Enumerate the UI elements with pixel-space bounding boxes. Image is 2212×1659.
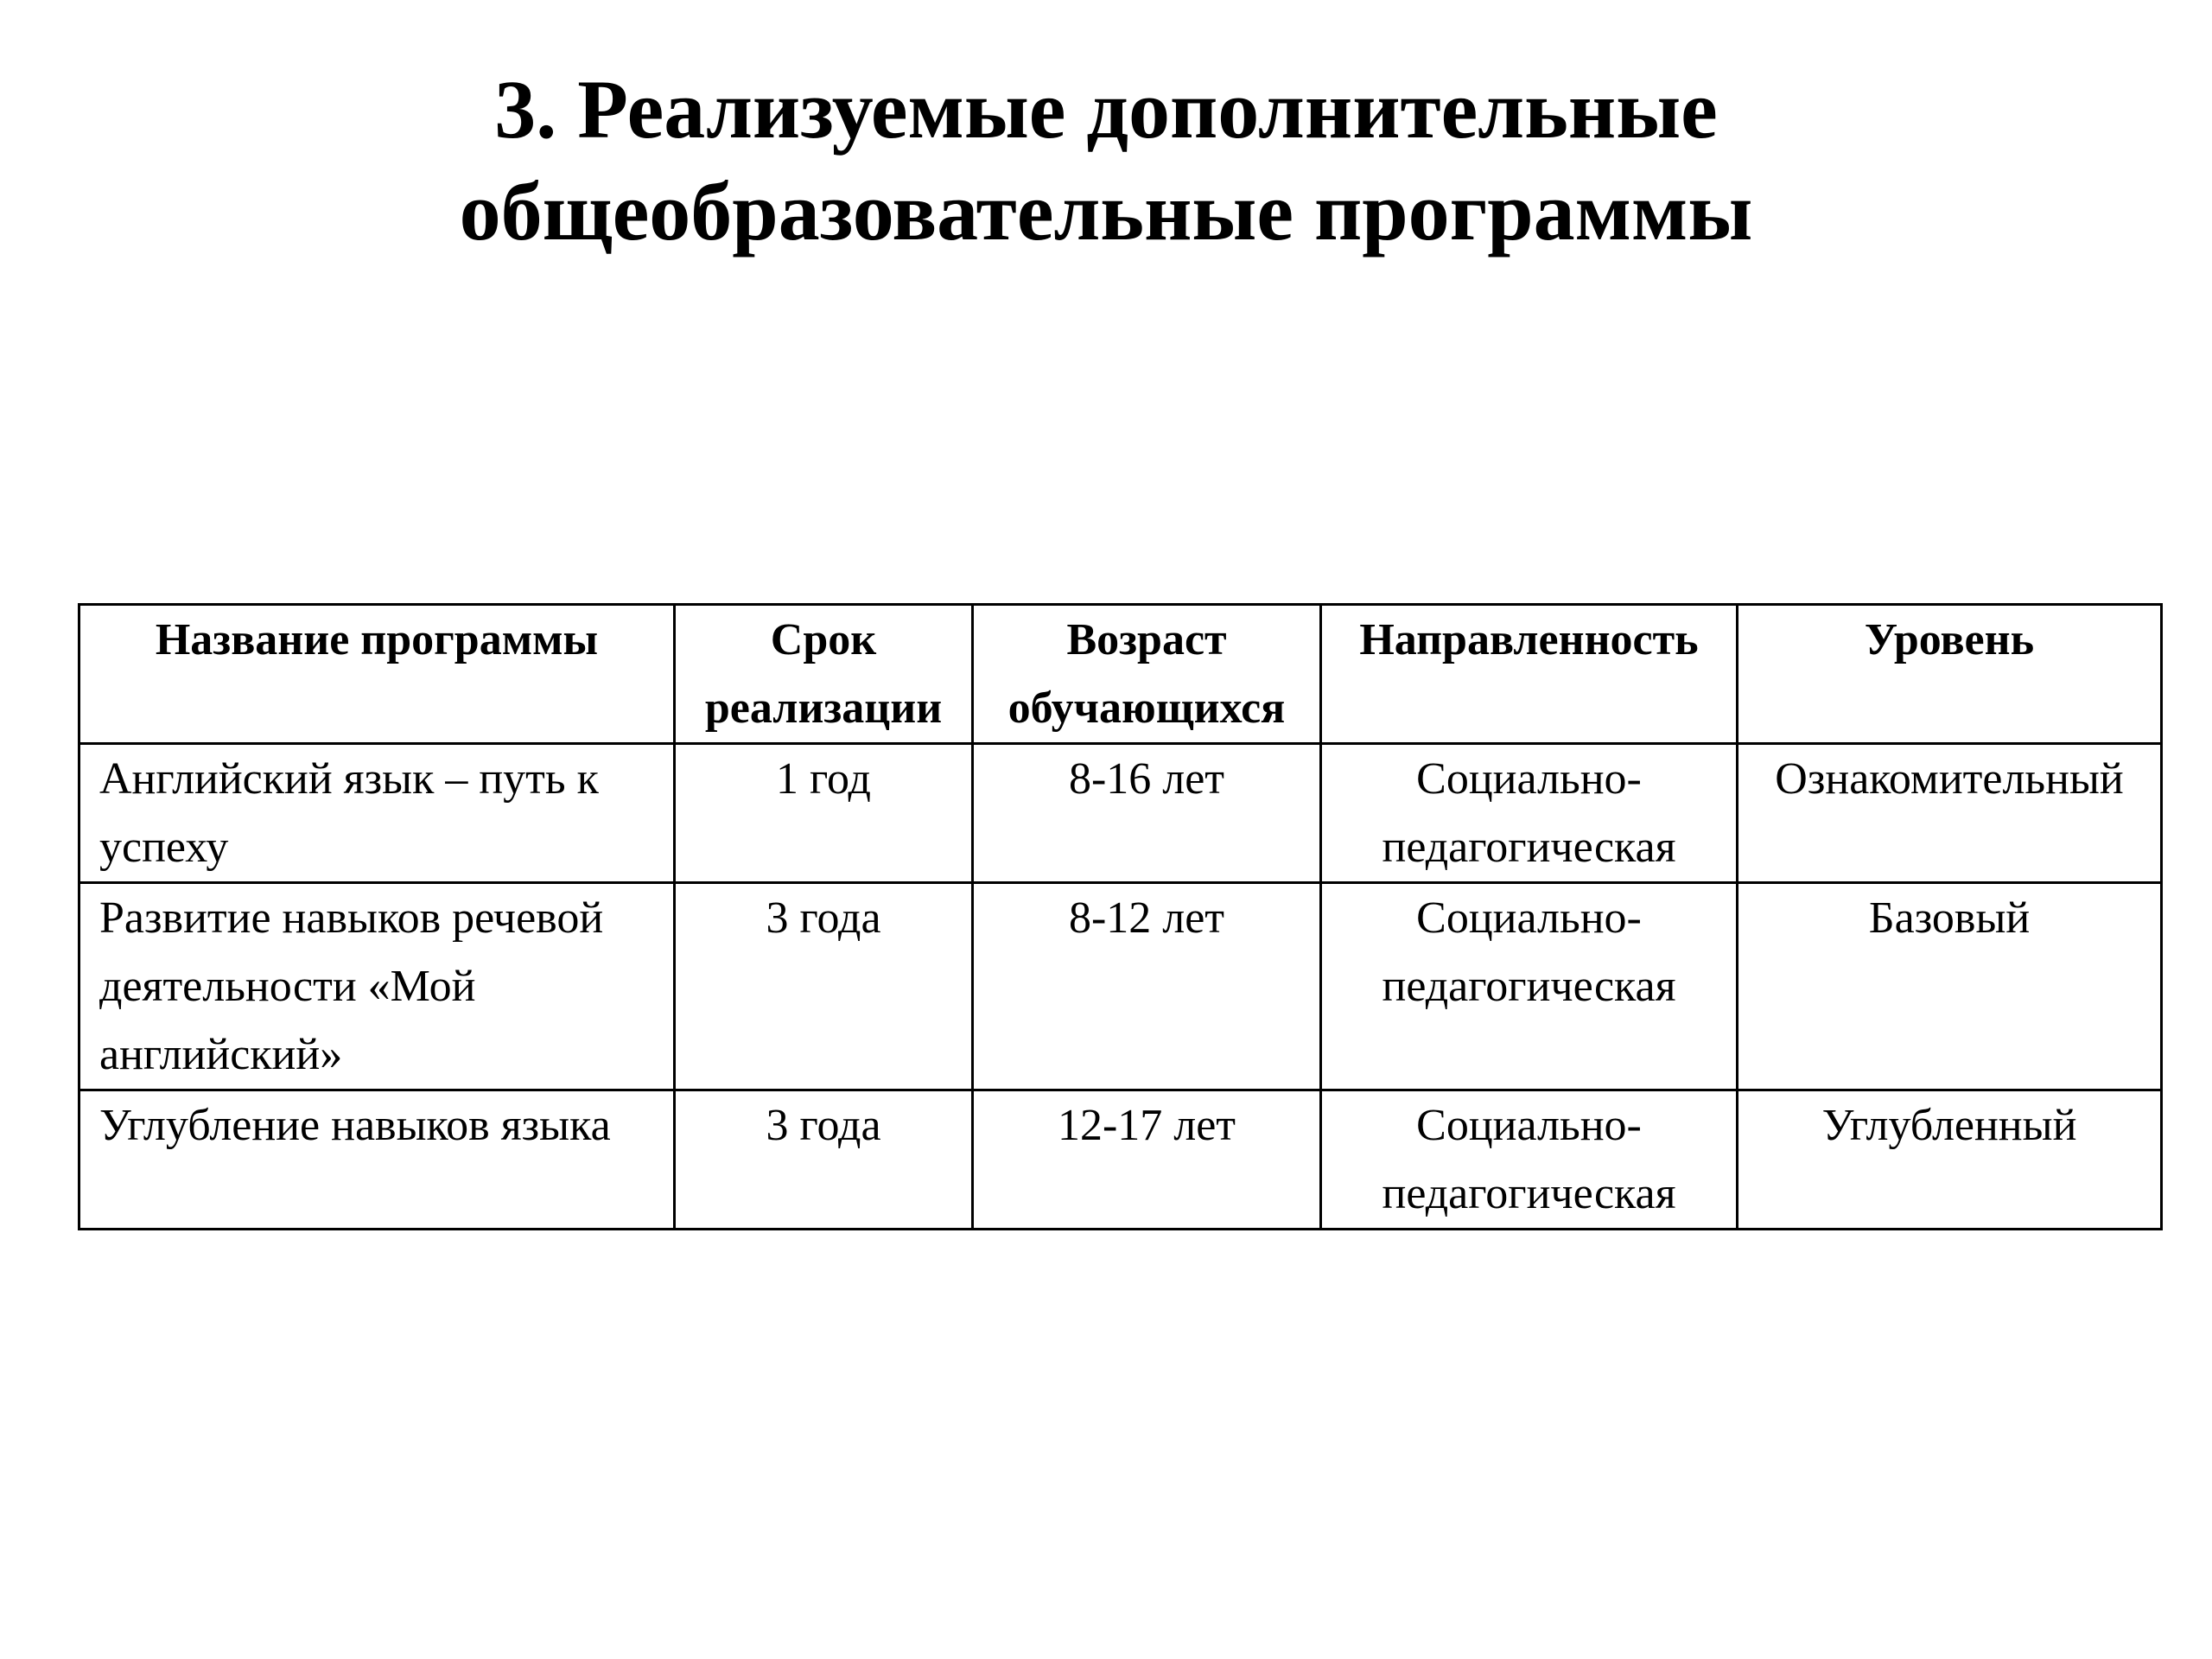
cell-program-name: Развитие навыков речевой деятельности «Мой английский» (79, 883, 675, 1090)
cell-age: 8-12 лет (973, 883, 1321, 1090)
cell-focus: Социально-педагогическая (1321, 744, 1738, 883)
cell-term: 1 год (675, 744, 973, 883)
table-row (79, 1090, 2162, 1230)
header-level: Уровень (1738, 605, 2162, 744)
slide-title-line-2: общеобразовательные программы (459, 165, 1753, 257)
cell-term: 3 года (675, 1090, 973, 1230)
cell-age: 8-16 лет (973, 744, 1321, 883)
header-focus: Направленность (1321, 605, 1738, 744)
cell-level: Ознакомительный (1738, 744, 2162, 883)
programs-table (78, 603, 2163, 1230)
header-term: Срок реализации (675, 605, 973, 744)
cell-level: Углубленный (1738, 1090, 2162, 1230)
cell-focus: Социально-педагогическая (1321, 1090, 1738, 1230)
slide-title-line-1: 3. Реализуемые дополнительные (494, 63, 1718, 156)
header-age: Возраст обучающихся (973, 605, 1321, 744)
cell-program-name: Углубление навыков языка (79, 1090, 675, 1230)
cell-program-name: Английский язык – путь к успеху (79, 744, 675, 883)
cell-term: 3 года (675, 883, 973, 1090)
table-row (79, 744, 2162, 883)
table-header-row (79, 605, 2162, 744)
header-program-name: Название программы (79, 605, 675, 744)
cell-age: 12-17 лет (973, 1090, 1321, 1230)
slide-title (0, 59, 2212, 263)
cell-level: Базовый (1738, 883, 2162, 1090)
cell-focus: Социально-педагогическая (1321, 883, 1738, 1090)
table-row (79, 883, 2162, 1090)
